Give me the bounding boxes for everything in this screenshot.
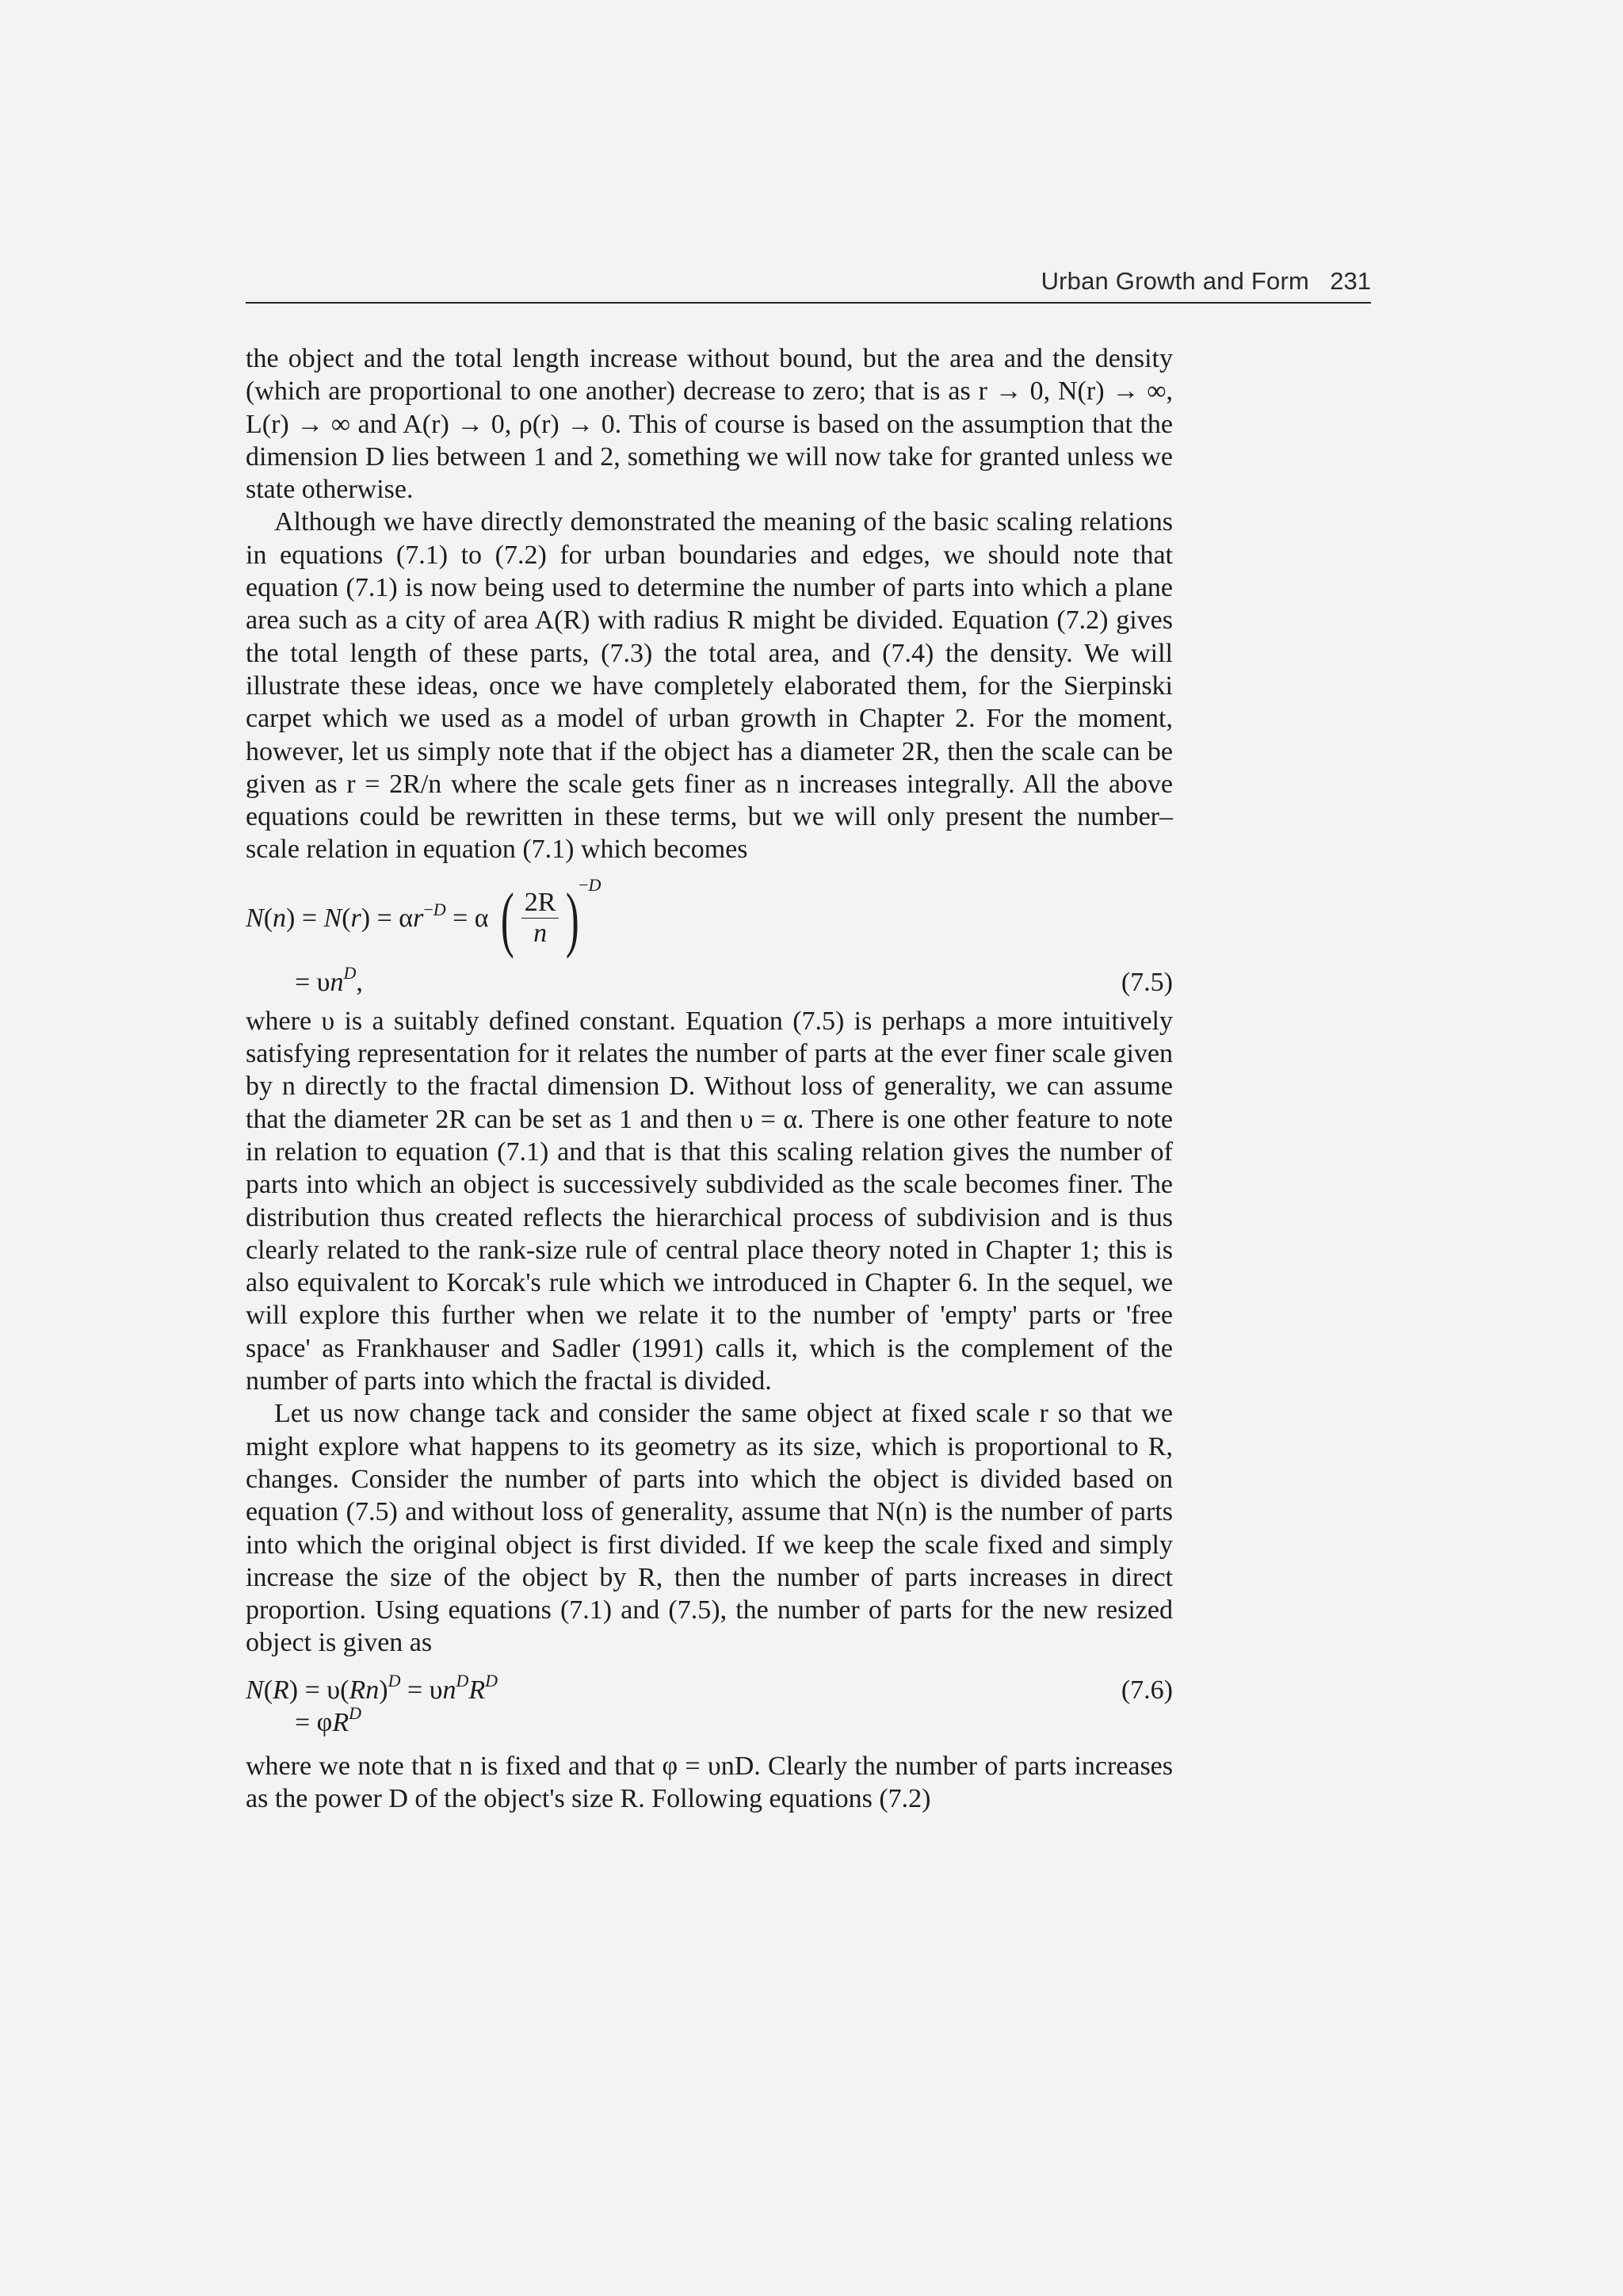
fraction-denominator: n	[533, 919, 548, 949]
paragraph: Although we have directly demonstrated the meaning of the basic scaling relations in equations (7.1) to (7.2) for urban boundaries and edges, we should note that equation (7.1) is now being used to determine the number of parts into which a plane area such as a city of area A(R) with radius R might be divided. Equation (7.2) gives the total length of these parts, (7.3) the total area, and (7.4) the density. We will illustrate these ideas, once we have completely elaborated them, for the Sierpinski carpet which we used as a model of urban growth in Chapter 2. For the moment, however, let us simply note that if the object has a diameter 2R, then the scale can be given as r = 2R/n where the scale gets finer as n increases integrally. All the above equations could be rewritten in these terms, but we will only present the number–scale relation in equation (7.1) which becomes	[246, 507, 1173, 865]
left-parenthesis: (	[501, 877, 514, 959]
equation-line-2: = $\varphi R^D$	[295, 1703, 361, 1737]
paragraph: where we note that n is fixed and that φ = υnD. Clearly the number of parts increases as the power D of the object's size R. Following equations (7.2)	[246, 1751, 1173, 1813]
equation-7-6	[246, 1671, 1173, 1739]
equation-number: (7.6)	[1121, 1675, 1173, 1705]
equation-lhs: $N(n) = N(r) = \alpha r^{-D} = \alpha$	[246, 899, 489, 933]
paragraph: Let us now change tack and consider the same object at fixed scale r so that we might explore what happens to its geometry as its size, which is proportional to R, changes. Consider the number of parts into which the object is divided based on equation (7.5) and without loss of generality, assume that N(n) is the number of parts into which the original object is first divided. If we keep the scale fixed and simply increase the size of the object by R, then the number of parts increases in direct proportion. Using equations (7.1) and (7.5), the number of parts for the new resized object is given as	[246, 1399, 1173, 1658]
equation-number: (7.5)	[1121, 967, 1173, 997]
right-parenthesis: )	[566, 877, 580, 959]
exponent: −D	[579, 874, 601, 895]
paragraph: the object and the total length increase without bound, but the area and the density (which are proportional to one another) decrease to zero; that is as r → 0, N(r) → ∞, L(r) → ∞ and A(r) → 0, ρ(r) → 0. This of course is based on the assumption that the dimension D lies between 1 and 2, something we will now take for granted unless we state otherwise.	[246, 344, 1173, 505]
paragraph: where υ is a suitably defined constant. Equation (7.5) is perhaps a more intuitively satisfying representation for it relates the number of parts at the ever finer scale given by n directly to the fractal dimension D. Without loss of generality, we can assume that the diameter 2R can be set as 1 and then υ = α. There is one other feature to note in relation to equation (7.1) and that is that this scaling relation gives the number of parts into which an object is successively subdivided as the scale becomes finer. The distribution thus created reflects the hierarchical process of subdivision and is thus clearly related to the rank-size rule of central place theory noted in Chapter 1; this is also equivalent to Korcak's rule which we introduced in Chapter 6. In the sequel, we will explore this further when we relate it to the number of 'empty' parts or 'free space' as Frankhauser and Sadler (1991) calls it, which is the complement of the number of parts into which the fractal is divided.	[246, 1006, 1173, 1396]
equation-line-1: $N(R) = \upsilon(Rn)^D = \upsilon n^DR^D$	[246, 1671, 498, 1705]
page-number: 231	[1330, 267, 1371, 295]
running-header	[246, 266, 1371, 304]
fraction	[521, 888, 559, 949]
body-text	[246, 342, 1173, 1815]
running-title: Urban Growth and Form	[1041, 267, 1309, 295]
equation-7-5	[246, 874, 1173, 999]
fraction-numerator: 2R	[521, 888, 559, 919]
equation-line-2: = $\upsilon n^D$,	[295, 963, 363, 997]
